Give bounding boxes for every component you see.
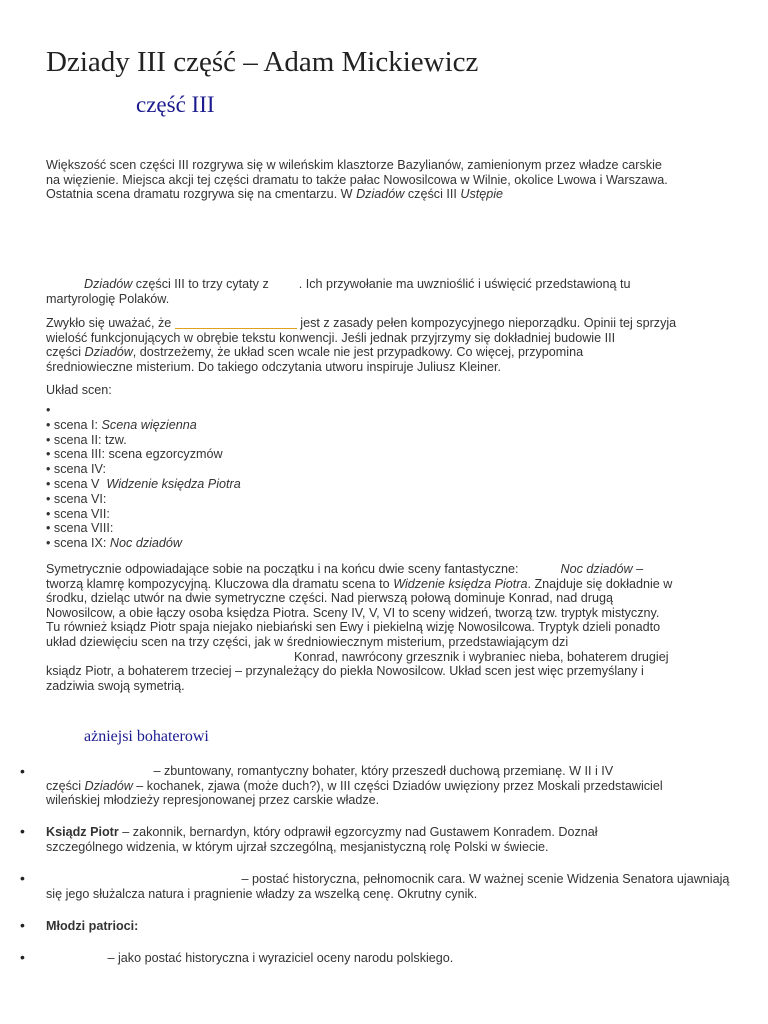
page-title: Dziady III część – Adam Mickiewicz [46, 46, 479, 78]
list-item: – jako postać historyczna i wyraziciel oceny narodu polskiego. [104, 951, 454, 965]
list-item: – postać historyczna, pełnomocnik cara. W ważnej scenie Widzenia Senatora ujawniają się jego służalcza natura i pragnienie władzy za wszelką cenę. Okrutny cynik. [46, 872, 730, 901]
section-subtitle: część III [136, 92, 215, 117]
symmetry-paragraph: Symetrycznie odpowiadające sobie na początku i na końcu dwie sceny fantastyczne: Noc dziadów – tworzą klamrę kompozycyjną. Kluczowa dla dramatu scena to Widzenie księdza Piotra. Znajduje się dokładnie w środku, dzieląc utwór na dwie symetryczne części. Nad pierwszą połową dominuje Konrad, nad drugą Nowosilcow, a obie łączy osoba księdza Piotra. Sceny IV, V, VI to sceny widzeń, tworzą tzw. tryptyk mistyczny. Tu również ksiądz Piotr spaja niejako niebiański sen Ewy i piekielną wizję Nowosilcowa. Tryptyk dzieli ponadto układ dziewięciu scen na trzy części, jak w średniowiecznym misterium, przedstawiającym dzi Konrad, nawrócony grzesznik i wybraniec nieba, bohaterem drugiej ksiądz Piotr, a bohaterem trzeciej – przynależący do piekła Nowosilcow. Układ scen jest więc przemyślany i zadziwia swoją symetrią. [46, 562, 673, 693]
intro-paragraph: Większość scen części III rozgrywa się w wileńskim klasztorze Bazylianów, zamienionym przez władze carskie na więzienie. Miejsca akcji tej części dramatu to także pałac Nowosilcowa w Wilnie, okolice Lwowa i Warszawa. Ostatnia scena dramatu rozgrywa się na cmentarzu. W Dziadów części III Ustępie [46, 158, 668, 202]
bullet-icon: • [20, 823, 25, 839]
list-item: • scena I: Scena więzienna [46, 417, 197, 432]
motto-paragraph: Dziadów części III to trzy cytaty z . Ich przywołanie ma uwznioślić i uświęcić przedstawioną tu martyrologię Polaków. [46, 277, 631, 306]
list-item: • scena IV: [46, 462, 106, 477]
bullet-icon: • [20, 763, 25, 779]
list-item: Młodzi patrioci: [46, 919, 139, 933]
bullet-icon: • [20, 949, 25, 965]
list-item: • scena V Widzenie księdza Piotra [46, 476, 241, 491]
list-item: • scena II: tzw. [46, 432, 127, 447]
bullet-icon: • [20, 870, 25, 886]
list-item: • scena IX: Noc dziadów [46, 536, 183, 551]
list-item: • scena VI: [46, 491, 107, 506]
scenes-label: Układ scen: [46, 383, 112, 397]
scenes-list [46, 403, 241, 551]
list-item: • scena VIII: [46, 521, 114, 536]
characters-heading: ażniejsi bohaterowi [84, 728, 209, 745]
composition-paragraph: Zwykło się uważać, że jest z zasady pełen kompozycyjnego nieporządku. Opinii tej sprzyja wielość funkcjonujących w obrębie tekstu konwencji. Jeśli jednak przyjrzymy się dokładniej budowie III części Dziadów, dostrzeżemy, że układ scen wcale nie jest przypadkowy. Co więcej, przypomina średniowieczne misterium. Do takiego odczytania utworu inspiruje Juliusz Kleiner. [46, 316, 677, 374]
list-item: – zbuntowany, romantyczny bohater, który przeszedł duchową przemianę. W II i IV części Dziadów – kochanek, zjawa (może duch?), w III części Dziadów uwięziony przez Moskali przedstawiciel wileńskiej młodzieży represjonowanej przez carskie władze. [46, 764, 663, 808]
list-item: • [46, 403, 51, 417]
list-item: • scena VII: [46, 506, 110, 521]
list-item: • scena III: scena egzorcyzmów [46, 447, 223, 462]
underline-blank [175, 316, 297, 329]
bullet-icon: • [20, 917, 25, 933]
list-item: Ksiądz Piotr – zakonnik, bernardyn, który odprawił egzorcyzmy nad Gustawem Konradem. Doznał szczególnego widzenia, w którym ujrzał szczególną, mesjanistyczną rolę Polski w świecie. [46, 825, 598, 854]
